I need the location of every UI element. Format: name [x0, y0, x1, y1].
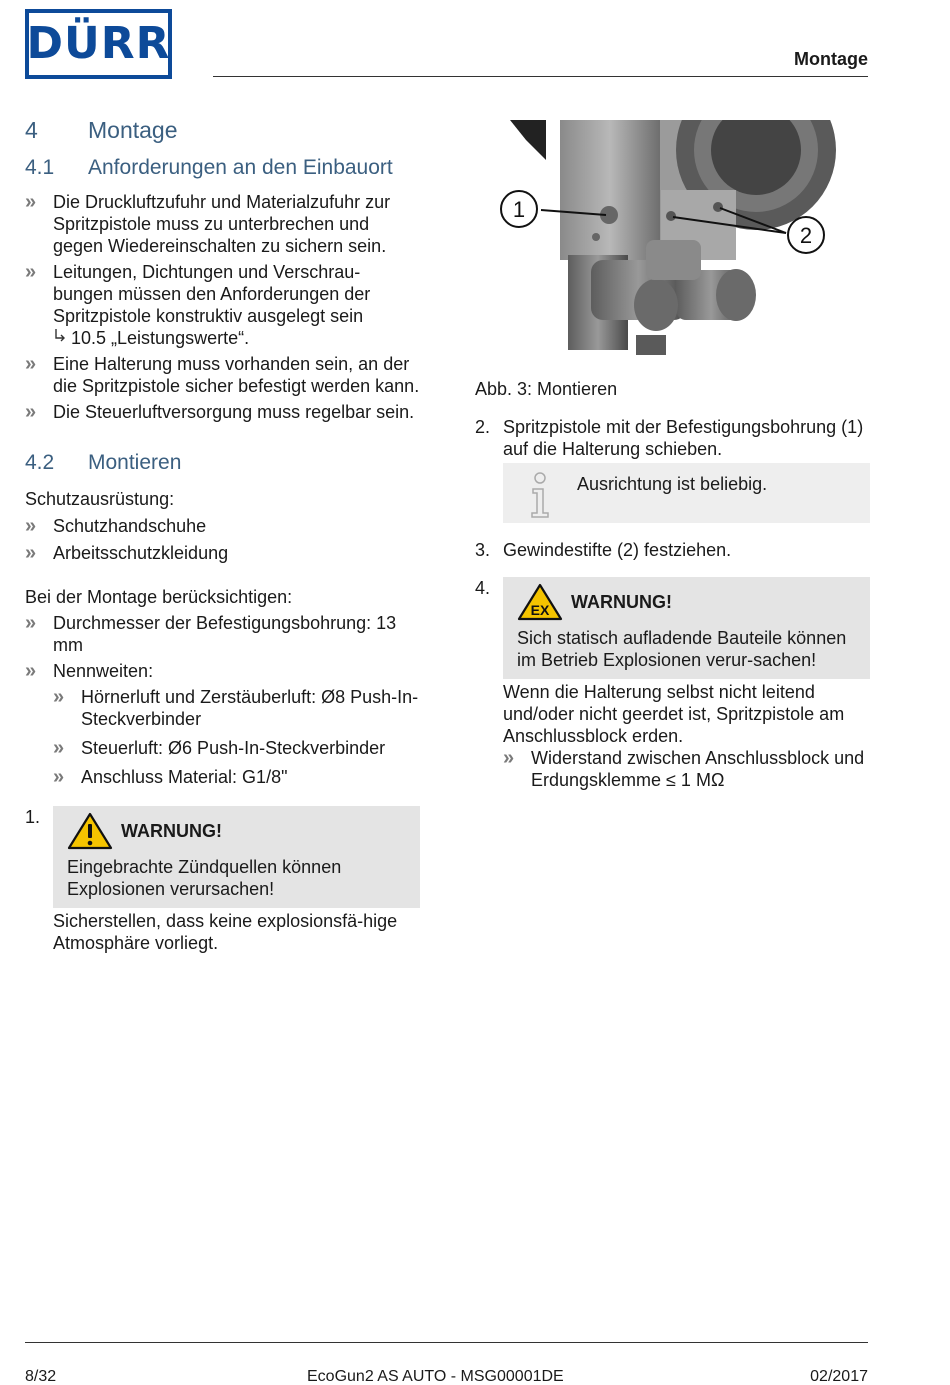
- document-id: EcoGun2 AS AUTO - MSG00001DE: [307, 1368, 564, 1385]
- list-item: » Die Steuerluftversorgung muss regelbar sein.: [25, 401, 415, 423]
- warning-title: WARNUNG!: [121, 821, 222, 841]
- warning-box: [53, 806, 420, 908]
- footer-divider: [25, 1342, 868, 1343]
- header-divider: [213, 76, 868, 77]
- list-item: » Durchmesser der Befestigungsbohrung: 13 mm: [25, 612, 397, 655]
- reference-arrow-icon: [53, 327, 71, 349]
- ex-label: EX: [530, 602, 550, 618]
- ppe-label: Schutzausrüstung:: [25, 489, 175, 509]
- document-date: 02/2017: [810, 1368, 868, 1385]
- bullet-chevron-icon: »: [53, 766, 62, 788]
- step-number: 2.: [475, 417, 491, 437]
- bullet-chevron-icon: »: [25, 515, 34, 537]
- warning-triangle-icon: [67, 812, 113, 850]
- logo-text: DÜRR: [26, 18, 171, 69]
- callout-2: 2: [799, 223, 813, 248]
- list-item: » Die Druckluftzufuhr und Materialzufuhr zur Spritzpistole muss zu unterbrechen und gegen Wiedereinschalten zu sichern sein.: [25, 191, 391, 256]
- bullet-chevron-icon: »: [25, 660, 34, 682]
- info-icon: [527, 471, 553, 524]
- step-2: [475, 416, 870, 523]
- reference-link[interactable]: 10.5 „Leistungswerte“.: [71, 328, 250, 348]
- bullet-chevron-icon: »: [25, 261, 34, 283]
- step-number: 4.: [475, 578, 491, 598]
- bullet-chevron-icon: »: [25, 353, 34, 375]
- spray-gun-illustration: [496, 120, 846, 360]
- step-1: [25, 806, 420, 954]
- section-heading-4-2: 4.2 Montieren: [25, 451, 182, 474]
- list-item: » Arbeitsschutzkleidung: [25, 542, 229, 564]
- step-text: Sicherstellen, dass keine explosionsfä-hige Atmosphäre vorliegt.: [53, 911, 398, 953]
- step-number: 1.: [25, 807, 41, 827]
- warning-header: [517, 583, 856, 621]
- header-section-title: Montage: [794, 49, 868, 69]
- page-number: 8/32: [25, 1368, 57, 1385]
- list-item: » Anschluss Material: G1/8": [53, 766, 288, 788]
- step-4: [475, 577, 870, 791]
- warning-header: [67, 812, 406, 850]
- bullet-chevron-icon: »: [25, 612, 34, 634]
- step-text: Wenn die Halterung selbst nicht leitend und/oder nicht geerdet ist, Spritzpistole am Anschlussblock erden.: [503, 682, 845, 746]
- bullet-chevron-icon: »: [25, 401, 34, 423]
- info-box: [503, 463, 870, 523]
- step-number: 3.: [475, 540, 491, 560]
- mounting-figure: [496, 120, 846, 360]
- figure-caption: Abb. 3: Montieren: [475, 379, 618, 399]
- list-item: » Nennweiten:: [25, 660, 154, 682]
- list-item: » Leitungen, Dichtungen und Verschrau-bungen müssen den Anforderungen der Spritzpistole konstruktiv ausgelegt sein 10.5 „Leistungswerte“.: [25, 261, 371, 348]
- bullet-chevron-icon: »: [53, 686, 62, 708]
- consider-label: Bei der Montage berücksichtigen:: [25, 587, 293, 607]
- left-column: [25, 117, 420, 954]
- duerr-logo: [25, 9, 172, 79]
- info-text: Ausrichtung ist beliebig.: [577, 474, 768, 494]
- bullet-chevron-icon: »: [25, 542, 34, 564]
- step-text: Gewindestifte (2) festziehen.: [503, 540, 732, 560]
- bullet-chevron-icon: »: [25, 191, 34, 213]
- list-item: » Hörnerluft und Zerstäuberluft: Ø8 Push-In-Steckverbinder: [53, 686, 419, 729]
- section-heading-4-1: 4.1 Anforderungen an den Einbauort: [25, 156, 393, 179]
- step-text: Spritzpistole mit der Befestigungsbohrung (1) auf die Halterung schieben.: [503, 417, 864, 459]
- warning-text: Sich statisch aufladende Bauteile können im Betrieb Explosionen verur-sachen!: [517, 628, 847, 670]
- right-column: [475, 378, 870, 791]
- bullet-chevron-icon: »: [503, 747, 512, 769]
- requirements-list: [25, 191, 420, 423]
- warning-box: [503, 577, 870, 679]
- warning-text: Eingebrachte Zündquellen können Explosionen verursachen!: [67, 857, 342, 899]
- callout-1: 1: [512, 197, 526, 222]
- list-item: » Widerstand zwischen Anschlussblock und Erdungsklemme ≤ 1 MΩ: [503, 747, 865, 790]
- chapter-heading: 4 Montage: [25, 117, 178, 143]
- list-item: » Eine Halterung muss vorhanden sein, an der die Spritzpistole sicher befestigt werden kann.: [25, 353, 420, 396]
- warning-title: WARNUNG!: [571, 592, 672, 612]
- list-item: » Steuerluft: Ø6 Push-In-Steckverbinder: [53, 737, 386, 759]
- step-3: [475, 539, 870, 561]
- ex-warning-icon: [517, 583, 563, 621]
- bullet-chevron-icon: »: [53, 737, 62, 759]
- list-item: » Schutzhandschuhe: [25, 515, 207, 537]
